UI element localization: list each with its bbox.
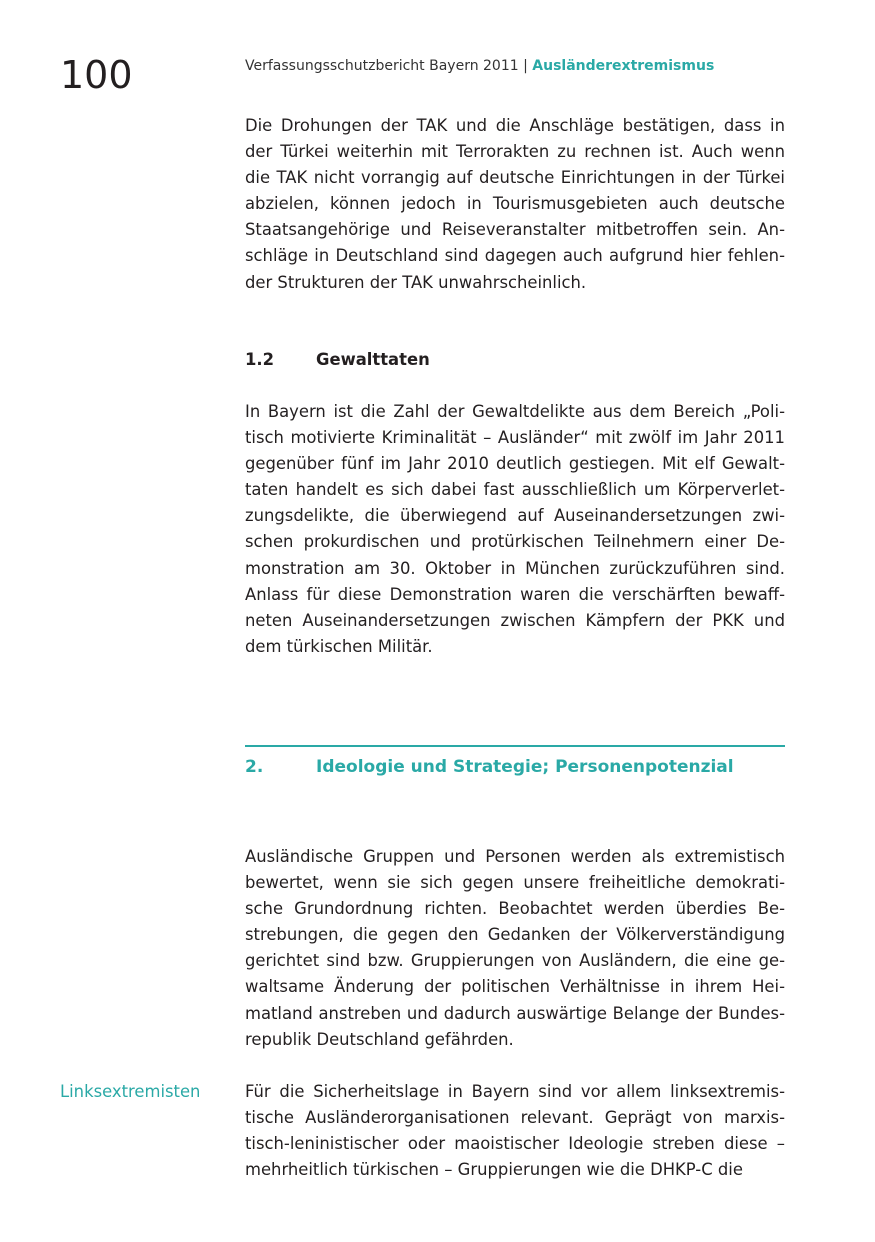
header-separator: |	[523, 58, 528, 74]
section-number: 1.2	[245, 350, 275, 369]
section-heading-1-2	[245, 349, 785, 371]
section-heading-title: Ideologie und Strategie; Personenpotenzial	[316, 757, 734, 777]
publication-title: Verfassungsschutzbericht Bayern 2011	[245, 58, 519, 74]
margin-note-linksextremisten: Linksextremisten	[60, 1082, 201, 1101]
paragraph-linksextremisten: Für die Sicherheitslage in Bayern sind vor allem linksextremistische Ausländerorganisationen relevant. Geprägt von marxistisch-leninistischer oder maoistischer Ideologie streben diese – mehrheitlich türkischen – Gruppierungen wie die DHKP-C die	[245, 1082, 785, 1180]
page-number: 100	[60, 53, 133, 97]
paragraph-tak-threats: Die Drohungen der TAK und die Anschläge bestätigen, dass in der Türkei weiterhin mit Terrorakten zu rechnen ist. Auch wenn die TAK nicht vorrangig auf deutsche Einrichtungen in der Türkei abzielen, können jedoch in Tourismusgebieten auch deutsche Staatsangehörige und Reiseveranstalter mitbetroffen sein. Anschläge in Deutschland sind dagegen auch aufgrund hier fehlender Strukturen der TAK unwahrscheinlich.	[245, 116, 785, 292]
paragraph-ideologie: Ausländische Gruppen und Personen werden als extremistisch bewertet, wenn sie sich gegen unsere freiheitliche demokratische Grundordnung richten. Beobachtet werden überdies Bestrebungen, die gegen den Gedanken der Völkerverständigung gerichtet sind bzw. Gruppierungen von Ausländern, die eine gewaltsame Änderung der politischen Verhältnisse in ihrem Heimatland anstreben und dadurch auswärtige Belange der Bundesrepublik Deutschland gefährden.	[245, 847, 785, 1049]
running-header	[245, 57, 714, 75]
paragraph-gewalttaten: In Bayern ist die Zahl der Gewaltdelikte aus dem Bereich „Politisch motivierte Kriminalität – Ausländer“ mit zwölf im Jahr 2011 gegenüber fünf im Jahr 2010 deutlich gestiegen. Mit elf Gewalttaten handelt es sich dabei fast ausschließlich um Körperverletzungsdelikte, die überwiegend auf Auseinandersetzungen zwischen prokurdischen und protürkischen Teilnehmern einer Demonstration am 30. Oktober in München zurückzuführen sind. Anlass für diese Demonstration waren die verschärften bewaffneten Auseinandersetzungen zwischen Kämpfern der PKK und dem türkischen Militär.	[245, 402, 785, 656]
section-heading-2	[245, 745, 785, 778]
section-title: Ausländerextremismus	[532, 58, 715, 74]
section-number: 2.	[245, 757, 264, 777]
section-heading-title: Gewalttaten	[316, 350, 430, 369]
